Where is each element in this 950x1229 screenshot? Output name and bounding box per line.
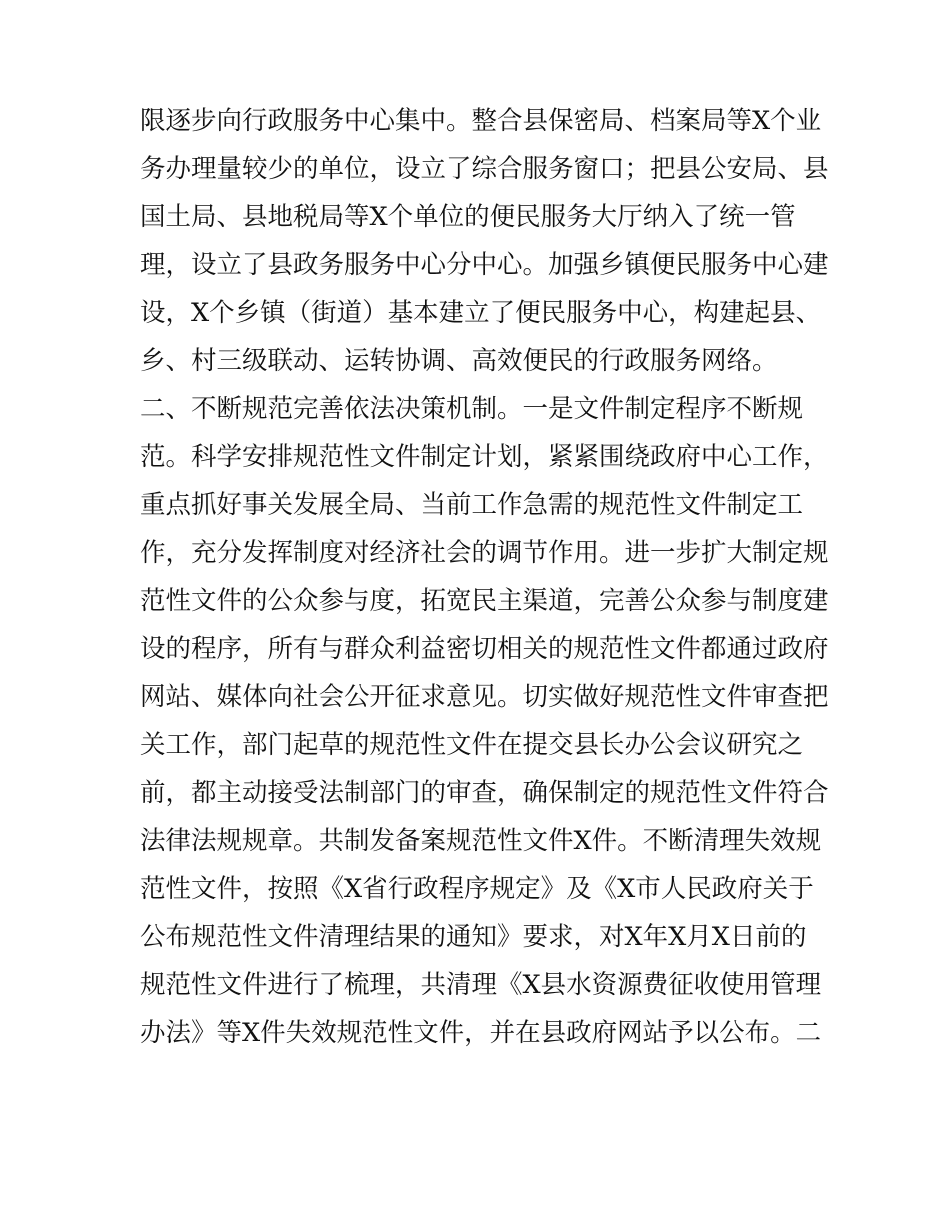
text-line: 范性文件的公众参与度，拓宽民主渠道，完善公众参与制度建 bbox=[140, 586, 829, 616]
body-text bbox=[140, 97, 829, 1057]
text-line: 二、不断规范完善依法决策机制。一是文件制定程序不断规 bbox=[140, 394, 804, 424]
text-line: 范性文件，按照《X省行政程序规定》及《X市人民政府关于 bbox=[140, 874, 814, 904]
text-line: 公布规范性文件清理结果的通知》要求，对X年X月X日前的 bbox=[140, 922, 807, 952]
text-line: 重点抓好事关发展全局、当前工作急需的规范性文件制定工 bbox=[140, 490, 804, 520]
text-line: 限逐步向行政服务中心集中。整合县保密局、档案局等X个业 bbox=[140, 106, 822, 136]
text-line: 设，X个乡镇（街道）基本建立了便民服务中心，构建起县、 bbox=[140, 298, 822, 328]
text-line: 范。科学安排规范性文件制定计划，紧紧围绕政府中心工作， bbox=[140, 442, 829, 472]
text-line: 法律法规规章。共制发备案规范性文件X件。不断清理失效规 bbox=[140, 826, 822, 856]
text-line: 理，设立了县政务服务中心分中心。加强乡镇便民服务中心建 bbox=[140, 250, 829, 280]
text-line: 作，充分发挥制度对经济社会的调节作用。进一步扩大制定规 bbox=[140, 538, 829, 568]
text-line: 规范性文件进行了梳理，共清理《X县水资源费征收使用管理 bbox=[140, 970, 822, 1000]
text-line: 乡、村三级联动、运转协调、高效便民的行政服务网络。 bbox=[140, 346, 778, 376]
text-line: 务办理量较少的单位，设立了综合服务窗口；把县公安局、县 bbox=[140, 154, 829, 184]
text-line: 网站、媒体向社会公开征求意见。切实做好规范性文件审查把 bbox=[140, 682, 829, 712]
text-line: 办法》等X件失效规范性文件，并在县政府网站予以公布。二 bbox=[140, 1018, 822, 1048]
text-line: 前，都主动接受法制部门的审查，确保制定的规范性文件符合 bbox=[140, 778, 829, 808]
text-line: 关工作，部门起草的规范性文件在提交县长办公会议研究之 bbox=[140, 730, 804, 760]
text-line: 设的程序，所有与群众利益密切相关的规范性文件都通过政府 bbox=[140, 634, 829, 664]
text-line: 国土局、县地税局等X个单位的便民服务大厅纳入了统一管 bbox=[140, 202, 796, 232]
